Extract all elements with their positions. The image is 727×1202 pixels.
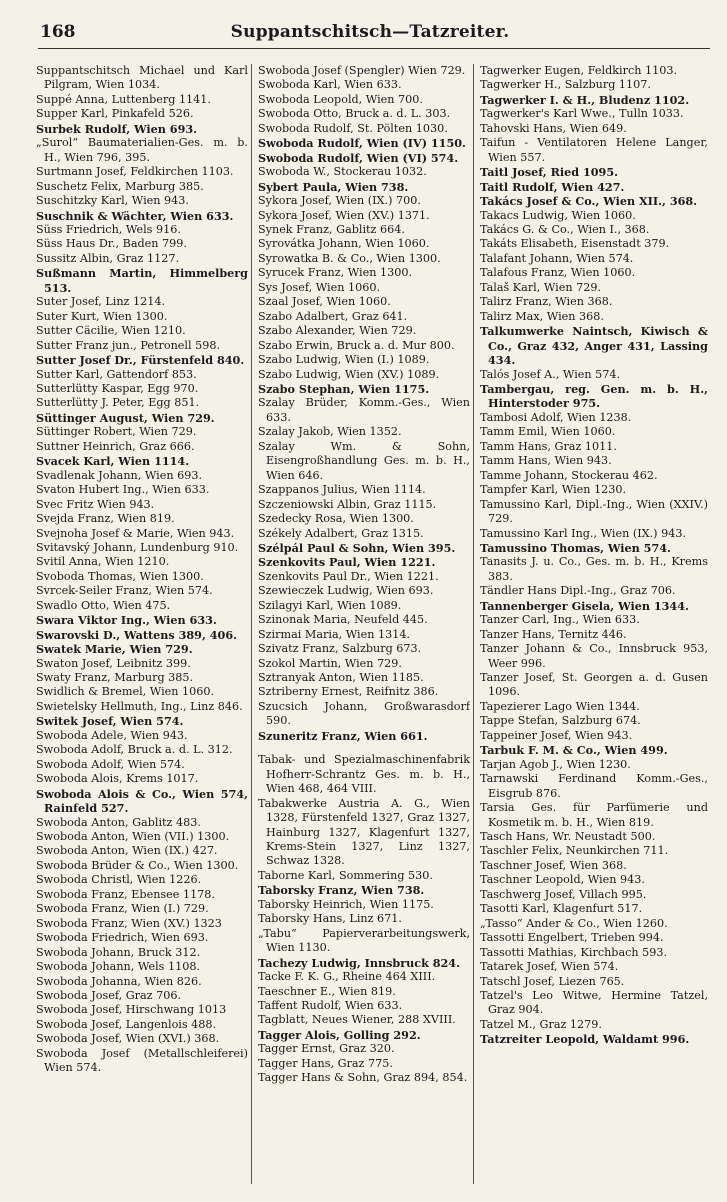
directory-entry: Szabo Erwin, Bruck a. d. Mur 800. — [258, 338, 455, 352]
directory-entry: Szabo Ludwig, Wien (XV.) 1089. — [258, 367, 440, 381]
directory-entry: Szalay Brüder, Komm.-Ges., Wien 633. — [258, 396, 470, 424]
column-3 — [480, 64, 708, 1194]
directory-entry: Szabo Ludwig, Wien (I.) 1089. — [258, 353, 430, 367]
directory-entry: Tasotti Karl, Klagenfurt 517. — [480, 902, 643, 916]
directory-entry: Sztranyak Anton, Wien 1185. — [258, 671, 424, 685]
directory-entry: Swoboda Anton, Wien (VII.) 1300. — [36, 830, 230, 844]
directory-entry: Suppé Anna, Luttenberg 1141. — [36, 92, 211, 106]
directory-entry: Tagblatt, Neues Wiener, 288 XVIII. — [258, 1013, 456, 1027]
directory-entry: Tambosi Adolf, Wien 1238. — [480, 410, 632, 424]
directory-entry: Takáts Elisabeth, Eisenstadt 379. — [480, 237, 670, 251]
directory-entry: Sutter Franz jun., Petronell 598. — [36, 338, 221, 352]
directory-entry: Tagwerker's Karl Wwe., Tulln 1033. — [480, 107, 684, 121]
directory-entry: Talafant Johann, Wien 574. — [480, 251, 634, 265]
directory-entry: Swoboda Anton, Wien (IX.) 427. — [36, 844, 218, 858]
directory-entry: Szélpál Paul & Sohn, Wien 395. — [258, 540, 456, 555]
page-number: 168 — [40, 22, 76, 42]
directory-entry: Suttner Heinrich, Graz 666. — [36, 439, 195, 453]
directory-entry: Takács Josef & Co., Wien XII., 368. — [480, 194, 698, 209]
directory-entry: Tanzer Johann & Co., Innsbruck 953, Weer 996. — [480, 642, 708, 670]
directory-entry: Swoboda Josef (Spengler) Wien 729. — [258, 64, 466, 77]
directory-entry: Tamm Hans, Wien 943. — [480, 454, 612, 468]
directory-entry: Tamm Emil, Wien 1060. — [480, 425, 616, 439]
directory-entry: Svec Fritz Wien 943. — [36, 497, 155, 511]
directory-entry: Surtmann Josef, Feldkirchen 1103. — [36, 165, 234, 179]
directory-entry: Tanasits J. u. Co., Ges. m. b. H., Krems 383. — [480, 555, 708, 583]
directory-entry: Tacke F. K. G., Rheine 464 XIII. — [258, 970, 436, 984]
directory-entry: Sykora Josef, Wien (XV.) 1371. — [258, 208, 430, 222]
directory-entry: Swadlo Otto, Wien 475. — [36, 598, 171, 612]
directory-entry: Swoboda Franz, Ebensee 1178. — [36, 887, 215, 901]
directory-entry: Swoboda Josef, Langenlois 488. — [36, 1017, 217, 1031]
directory-entry: Surbek Rudolf, Wien 693. — [36, 121, 198, 136]
directory-entry: Szabo Stephan, Wien 1175. — [258, 381, 430, 396]
directory-entry: Sybert Paula, Wien 738. — [258, 179, 409, 194]
directory-entry: Tassotti Mathias, Kirchbach 593. — [480, 945, 668, 959]
directory-entry: Tarbuk F. M. & Co., Wien 499. — [480, 743, 668, 758]
directory-entry: Tamussino Thomas, Wien 574. — [480, 540, 671, 555]
directory-entry: Swoboda W., Stockerau 1032. — [258, 165, 427, 179]
directory-entry: Swoboda Alois, Krems 1017. — [36, 772, 199, 786]
header-rule — [38, 48, 710, 49]
directory-entry: Suschnik & Wächter, Wien 633. — [36, 208, 234, 223]
directory-entry: Szivatz Franz, Salzburg 673. — [258, 642, 422, 656]
directory-entry: Tagger Ernst, Graz 320. — [258, 1042, 395, 1056]
directory-entry: Swatek Marie, Wien 729. — [36, 642, 193, 657]
directory-entry: Sutterlütty Kaspar, Egg 970. — [36, 381, 199, 395]
directory-entry: Tappeiner Josef, Wien 943. — [480, 728, 633, 742]
directory-entry: Talirz Franz, Wien 368. — [480, 295, 613, 309]
directory-entry: Taeschner E., Wien 819. — [258, 984, 396, 998]
directory-entry: Tanzer Hans, Ternitz 446. — [480, 627, 627, 641]
directory-entry: Swoboda Franz, Wien (I.) 729. — [36, 902, 209, 916]
column-2 — [258, 64, 470, 1194]
directory-entry: Sykora Josef, Wien (IX.) 700. — [258, 194, 421, 208]
directory-entry: Szalay Wm. & Sohn, Eisengroßhandlung Ges. m. b. H., Wien 646. — [258, 439, 470, 482]
directory-entry: Syrovátka Johann, Wien 1060. — [258, 237, 430, 251]
directory-entry: Svoboda Thomas, Wien 1300. — [36, 569, 204, 583]
directory-entry: Swoboda Leopold, Wien 700. — [258, 92, 423, 106]
directory-entry: Talós Josef A., Wien 574. — [480, 367, 621, 381]
directory-entry: Szedecky Rosa, Wien 1300. — [258, 512, 414, 526]
directory-entry: Talkumwerke Naintsch, Kiwisch & Co., Graz 432, Anger 431, Lassing 434. — [480, 324, 708, 368]
directory-entry: Svadlenak Johann, Wien 693. — [36, 468, 203, 482]
directory-entry: Tabak- und Spezialmaschinenfabrik Hofherr-Schrantz Ges. m. b. H., Wien 468, 464 VIII. — [258, 753, 470, 796]
directory-entry: Swoboda Christl, Wien 1226. — [36, 873, 202, 887]
directory-entry: Tambergau, reg. Gen. m. b. H., Hinterstoder 975. — [480, 381, 708, 411]
directory-entry: Tagger Hans, Graz 775. — [258, 1056, 393, 1070]
directory-entry: Swoboda Rudolf, St. Pölten 1030. — [258, 121, 448, 135]
directory-entry: Taitl Josef, Ried 1095. — [480, 165, 619, 180]
directory-entry: „Tabu“ Papierverarbeitungswerk, Wien 1130. — [258, 926, 470, 955]
directory-entry: Tamussino Karl, Dipl.-Ing., Wien (XXIV.) 729. — [480, 497, 708, 526]
directory-entry: Tasch Hans, Wr. Neustadt 500. — [480, 830, 656, 844]
directory-entry: Supper Karl, Pinkafeld 526. — [36, 107, 194, 121]
directory-entry: Swoboda Otto, Bruck a. d. L. 303. — [258, 107, 451, 121]
directory-entry: Svejnoha Josef & Marie, Wien 943. — [36, 526, 235, 540]
directory-entry: Taborsky Franz, Wien 738. — [258, 883, 425, 898]
directory-entry: Suschitzky Karl, Wien 943. — [36, 194, 189, 208]
directory-entry: Swara Viktor Ing., Wien 633. — [36, 613, 217, 628]
directory-entry: Tannenberger Gisela, Wien 1344. — [480, 598, 689, 613]
directory-entry: Sutter Cäcilie, Wien 1210. — [36, 324, 186, 338]
directory-entry: Taitl Rudolf, Wien 427. — [480, 179, 625, 194]
directory-entry: Taborsky Heinrich, Wien 1175. — [258, 897, 434, 911]
column-divider-1 — [251, 64, 252, 1184]
directory-entry: Tagwerker I. & H., Bludenz 1102. — [480, 92, 690, 107]
directory-entry: Süss Haus Dr., Baden 799. — [36, 237, 187, 251]
directory-entry: Szinonak Maria, Neufeld 445. — [258, 613, 428, 627]
directory-entry: Sys Josef, Wien 1060. — [258, 280, 381, 294]
directory-entry: Svacek Karl, Wien 1114. — [36, 454, 190, 469]
directory-entry: Süttinger Robert, Wien 729. — [36, 425, 197, 439]
directory-entry: Svejda Franz, Wien 819. — [36, 512, 175, 526]
directory-entry: Tarnawski Ferdinand Komm.-Ges., Eisgrub 876. — [480, 772, 708, 800]
directory-entry: Sutterlütty J. Peter, Egg 851. — [36, 396, 200, 410]
directory-entry: Tatzel's Leo Witwe, Hermine Tatzel, Graz 904. — [480, 989, 708, 1017]
directory-entry: Tapezierer Lago Wien 1344. — [480, 699, 640, 713]
directory-entry: Swoboda Rudolf, Wien (VI) 574. — [258, 150, 459, 165]
directory-entry: Sussitz Albin, Graz 1127. — [36, 251, 180, 265]
directory-entry: Svrcek-Seiler Franz, Wien 574. — [36, 584, 213, 598]
directory-entry: Tarsia Ges. für Parfümerie und Kosmetik m. b. H., Wien 819. — [480, 801, 708, 829]
directory-entry: Suppantschitsch Michael und Karl Pilgram, Wien 1034. — [36, 64, 248, 92]
directory-entry: Szabo Alexander, Wien 729. — [258, 324, 417, 338]
directory-entry: Tändler Hans Dipl.-Ing., Graz 706. — [480, 584, 676, 598]
directory-entry: Taffent Rudolf, Wien 633. — [258, 999, 403, 1012]
directory-entry: Swoboda Adolf, Bruck a. d. L. 312. — [36, 743, 233, 757]
directory-entry: Swoboda Karl, Wien 633. — [258, 78, 402, 92]
directory-entry: Svaton Hubert Ing., Wien 633. — [36, 483, 210, 497]
column-divider-2 — [473, 64, 474, 1184]
page-header — [30, 18, 710, 46]
directory-entry: „Surol“ Baumaterialien-Ges. m. b. H., Wien 796, 395. — [36, 136, 248, 164]
directory-entry: Swaton Josef, Leibnitz 399. — [36, 656, 191, 670]
directory-entry: Swidlich & Bremel, Wien 1060. — [36, 685, 215, 699]
directory-entry: Tappe Stefan, Salzburg 674. — [480, 714, 641, 728]
directory-entry: Switek Josef, Wien 574. — [36, 714, 184, 729]
directory-entry: Szewieczek Ludwig, Wien 693. — [258, 584, 434, 598]
column-1 — [36, 64, 248, 1194]
directory-entry: Synek Franz, Gablitz 664. — [258, 222, 405, 236]
directory-entry: Talirz Max, Wien 368. — [480, 309, 604, 323]
directory-entry: Swoboda Anton, Gablitz 483. — [36, 815, 201, 829]
page-title: Suppantschitsch—Tatzreiter. — [230, 22, 510, 42]
directory-entry: Swietelsky Hellmuth, Ing., Linz 846. — [36, 699, 243, 713]
directory-entry: Taschwerg Josef, Villach 995. — [480, 887, 647, 901]
directory-entry: Szczeniowski Albin, Graz 1115. — [258, 497, 437, 511]
directory-entry: Svitavský Johann, Lundenburg 910. — [36, 540, 239, 554]
directory-entry: Szirmai Maria, Wien 1314. — [258, 627, 411, 641]
directory-entry: Szenkovits Paul Dr., Wien 1221. — [258, 569, 439, 583]
directory-entry: Swaty Franz, Marburg 385. — [36, 671, 194, 685]
directory-entry: Tamussino Karl Ing., Wien (IX.) 943. — [480, 526, 686, 540]
directory-entry: Taifun - Ventilatoren Helene Langer, Wien 557. — [480, 136, 708, 164]
directory-entry: Swoboda Josef, Wien (XVI.) 368. — [36, 1032, 220, 1046]
directory-entry: Tagwerker Eugen, Feldkirch 1103. — [480, 64, 678, 77]
directory-entry: Tagger Hans & Sohn, Graz 894, 854. — [258, 1071, 468, 1085]
directory-entry: Taschner Leopold, Wien 943. — [480, 873, 645, 887]
directory-entry: Szuneritz Franz, Wien 661. — [258, 728, 428, 743]
directory-entry: Szucsich Johann, Großwarasdorf 590. — [258, 699, 470, 728]
directory-entry: Tatarek Josef, Wien 574. — [480, 960, 619, 974]
directory-entry: Tatzreiter Leopold, Waldamt 996. — [480, 1032, 690, 1047]
directory-entry: Szenkovits Paul, Wien 1221. — [258, 555, 436, 570]
directory-entry: Tampfer Karl, Wien 1230. — [480, 483, 627, 497]
directory-entry: Swoboda Alois & Co., Wien 574, Rainfeld 527. — [36, 786, 248, 816]
directory-entry: Sußmann Martin, Himmelberg 513. — [36, 266, 248, 295]
directory-entry: Takács G. & Co., Wien I., 368. — [480, 222, 650, 236]
directory-entry: Syrucek Franz, Wien 1300. — [258, 266, 413, 280]
directory-entry: Taborne Karl, Sommering 530. — [258, 868, 433, 882]
section-gap — [258, 743, 470, 753]
directory-entry: Swoboda Johann, Wels 1108. — [36, 960, 200, 974]
directory-entry: Taschner Josef, Wien 368. — [480, 858, 627, 872]
directory-entry: Taschler Felix, Neunkirchen 711. — [480, 844, 669, 858]
directory-entry: Sutter Josef Dr., Fürstenfeld 840. — [36, 353, 245, 368]
directory-entry: Süttinger August, Wien 729. — [36, 410, 215, 425]
directory-entry: Talafous Franz, Wien 1060. — [480, 266, 636, 280]
directory-entry: Tarjan Agob J., Wien 1230. — [480, 757, 631, 771]
directory-entry: Syrowatka B. & Co., Wien 1300. — [258, 251, 441, 265]
directory-entry: Sutter Karl, Gattendorf 853. — [36, 367, 197, 381]
directory-entry: Tagger Alois, Golling 292. — [258, 1027, 421, 1042]
directory-entry: Swoboda Adolf, Wien 574. — [36, 757, 185, 771]
directory-entry: Tachezy Ludwig, Innsbruck 824. — [258, 955, 460, 970]
directory-entry: Tanzer Josef, St. Georgen a. d. Gusen 1096. — [480, 671, 708, 699]
directory-entry: Tamme Johann, Stockerau 462. — [480, 468, 658, 482]
directory-entry: Sztriberny Ernest, Reifnitz 386. — [258, 685, 439, 699]
directory-entry: Szalay Jakob, Wien 1352. — [258, 425, 402, 439]
directory-entry: Takacs Ludwig, Wien 1060. — [480, 208, 636, 222]
directory-entry: Swoboda Josef, Hirschwang 1013 — [36, 1003, 227, 1017]
directory-entry: Tatschl Josef, Liezen 765. — [480, 974, 625, 988]
directory-entry: Swoboda Rudolf, Wien (IV) 1150. — [258, 136, 466, 151]
directory-entry: Tagwerker H., Salzburg 1107. — [480, 78, 651, 92]
directory-entry: Svitil Anna, Wien 1210. — [36, 555, 170, 569]
directory-entry: Swoboda Johann, Bruck 312. — [36, 945, 201, 959]
directory-entry: Szabo Adalbert, Graz 641. — [258, 309, 408, 323]
directory-entry: Suter Josef, Linz 1214. — [36, 295, 166, 309]
directory-entry: Swoboda Adele, Wien 943. — [36, 728, 188, 742]
directory-entry: Szaal Josef, Wien 1060. — [258, 295, 391, 309]
directory-entry: Swoboda Franz, Wien (XV.) 1323 — [36, 916, 222, 930]
directory-entry: Suter Kurt, Wien 1300. — [36, 309, 168, 323]
directory-entry: Swarovski D., Wattens 389, 406. — [36, 627, 238, 642]
directory-entry: Tanzer Carl, Ing., Wien 633. — [480, 613, 640, 627]
directory-entry: Suschetz Felix, Marburg 385. — [36, 179, 204, 193]
directory-entry: Süss Friedrich, Wels 916. — [36, 222, 181, 236]
directory-entry: Szilagyi Karl, Wien 1089. — [258, 598, 402, 612]
directory-entry: Székely Adalbert, Graz 1315. — [258, 526, 424, 540]
directory-entry: Tatzel M., Graz 1279. — [480, 1017, 602, 1031]
directory-entry: Swoboda Brüder & Co., Wien 1300. — [36, 858, 239, 872]
directory-entry: Swoboda Johanna, Wien 826. — [36, 974, 202, 988]
directory-entry: Szokol Martin, Wien 729. — [258, 656, 402, 670]
directory-entry: Talaš Karl, Wien 729. — [480, 280, 602, 294]
directory-columns — [36, 64, 716, 1194]
directory-entry: Swoboda Josef, Graz 706. — [36, 989, 182, 1002]
directory-entry: „Tasso“ Ander & Co., Wien 1260. — [480, 916, 668, 930]
directory-entry: Tabakwerke Austria A. G., Wien 1328, Fürstenfeld 1327, Graz 1327, Hainburg 1327, Klagenfurt 1327, Krems-Stein 1327, Linz 1327, Schwaz 1328. — [258, 796, 470, 868]
directory-entry: Taborsky Hans, Linz 671. — [258, 912, 402, 926]
directory-entry: Swoboda Friedrich, Wien 693. — [36, 931, 209, 945]
directory-entry: Swoboda Josef (Metallschleiferei) Wien 574. — [36, 1046, 248, 1075]
directory-entry: Tamm Hans, Graz 1011. — [480, 439, 617, 453]
directory-entry: Szappanos Julius, Wien 1114. — [258, 483, 426, 497]
directory-entry: Tassotti Engelbert, Trieben 994. — [480, 931, 664, 945]
directory-entry: Tahovski Hans, Wien 649. — [480, 121, 627, 135]
